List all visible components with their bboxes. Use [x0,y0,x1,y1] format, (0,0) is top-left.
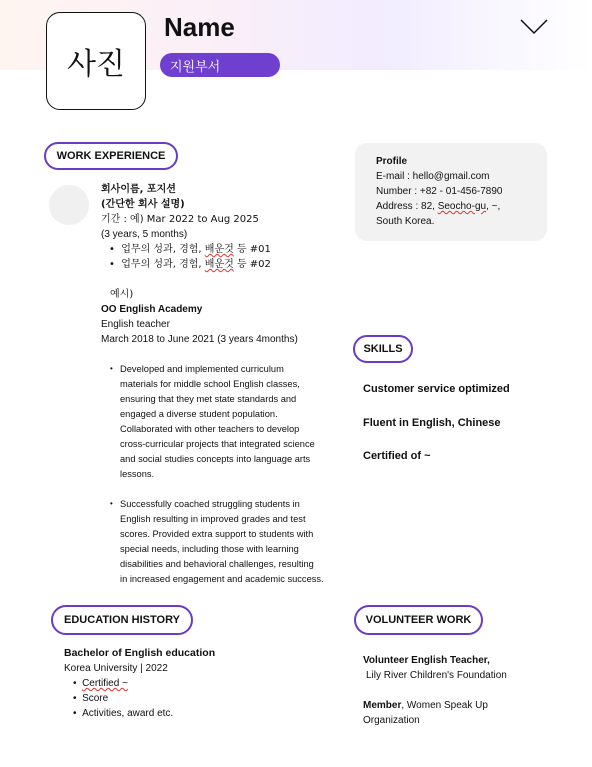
candidate-name: Name [164,12,235,42]
work-experience-heading [44,142,178,170]
skills-heading [353,335,413,363]
skill-item: Certified of ~ [363,450,431,462]
photo-placeholder[interactable] [46,12,146,110]
volunteer-label: VOLUNTEER WORK [365,614,472,626]
skill-item: Customer service optimized [363,383,510,395]
chevron-down-icon[interactable] [520,18,548,41]
example-label: 예시) [110,289,134,300]
company-logo-placeholder [49,185,89,225]
work2-period: March 2018 to June 2021 (3 years 4months) [101,334,298,345]
department-label: 지원부서 [170,60,221,75]
work2-paragraph-1: Developed and implemented curriculum materials for middle school English classes, ensuring that they met state standards and engaged a diverse student population. Collaborated with other teachers to develop cross-curricular projects that integrated science and social studies concepts into language arts lessons. [120,364,315,479]
work1-bullet: • 업무의 성과, 경험, 배운것 등 #02 [109,259,271,270]
work-experience-label: WORK EXPERIENCE [56,150,166,162]
work1-duration: (3 years, 5 months) [101,229,188,240]
profile-address: Address : 82, Seocho-gu, ~, [376,201,501,212]
education-bullet: • Activities, award etc. [73,708,174,719]
education-bullet: • Score [73,693,109,704]
volunteer-item-2-line2: Organization [363,715,420,726]
education-school: Korea University | 2022 [64,663,168,674]
volunteer-heading [354,605,483,635]
education-label: EDUCATION HISTORY [64,614,180,626]
work1-period: 기간 : 예) Mar 2022 to Aug 2025 [101,214,259,225]
bullet-dot: • [110,499,113,508]
photo-label: 사진 [67,47,125,82]
bullet-dot: • [110,364,113,373]
work2-company: OO English Academy [101,304,203,315]
work1-bullet: • 업무의 성과, 경험, 배운것 등 #01 [109,244,271,255]
education-degree: Bachelor of English education [64,647,216,659]
work2-paragraph-2: Successfully coached struggling students in English resulting in improved grades and test scores. Provided extra support to students with special needs, including those with learning disabilities and behavioral challenges, resulting in increased engagement and academic success. [120,499,324,584]
work1-subtitle: (간단한 회사 설명) [101,199,185,210]
volunteer-item-title: Volunteer English Teacher, [363,655,490,666]
skills-label: SKILLS [363,343,403,355]
work1-title: 회사이름, 포지션 [101,184,176,195]
volunteer-item-org: Lily River Children's Foundation [366,670,507,681]
profile-number: Number : +82 - 01-456-7890 [376,186,503,197]
department-badge [160,53,280,77]
education-bullet: • Certified ~ [73,678,128,689]
skill-item: Fluent in English, Chinese [363,417,501,429]
volunteer-item-2: Member, Women Speak Up [363,700,488,711]
work2-role: English teacher [101,319,170,330]
profile-address-line2: South Korea. [376,216,435,227]
education-heading [51,605,193,635]
profile-email: E-mail : hello@gmail.com [376,171,490,182]
profile-title: Profile [376,156,408,167]
